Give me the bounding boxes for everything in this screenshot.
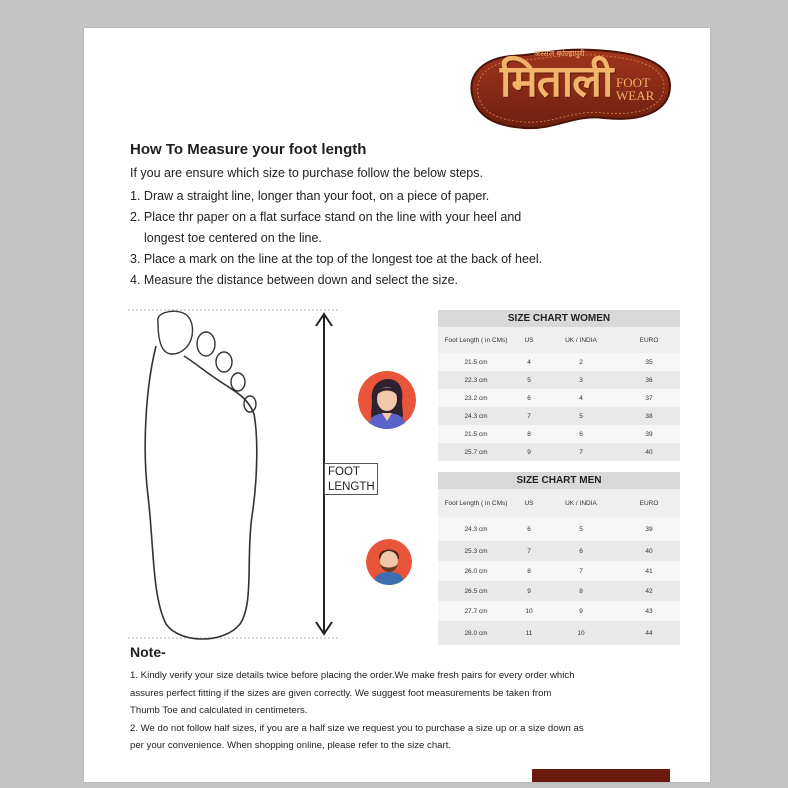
cell-us: 8 bbox=[527, 430, 531, 438]
cell-us: 5 bbox=[527, 376, 531, 384]
logo-tagline: अस्सल कोल्हापुरी bbox=[534, 49, 585, 58]
instructions-title: How To Measure your foot length bbox=[130, 141, 367, 158]
toe-3-icon bbox=[216, 352, 232, 372]
step-text-continued: longest toe centered on the line. bbox=[144, 231, 322, 245]
cell-euro: 43 bbox=[645, 607, 653, 615]
table-row bbox=[438, 517, 680, 541]
cell-euro: 36 bbox=[645, 376, 653, 384]
instructions-intro: If you are ensure which size to purchase follow the below steps. bbox=[130, 166, 483, 180]
cell-euro: 41 bbox=[645, 567, 653, 575]
toe-4-icon bbox=[231, 373, 245, 391]
cell-us: 10 bbox=[525, 607, 533, 615]
women-table-header bbox=[438, 327, 680, 353]
cell-uk-india: 3 bbox=[579, 376, 583, 384]
cell-us: 11 bbox=[525, 629, 533, 637]
note-line: 2. We do not follow half sizes, if you are a half size we request you to purchase a size up or a size down as bbox=[130, 722, 584, 734]
foot-length-label-line1: FOOT bbox=[328, 466, 360, 478]
cell-uk-india: 6 bbox=[579, 430, 583, 438]
table-row bbox=[438, 601, 680, 621]
big-toe-icon bbox=[158, 311, 193, 354]
step-number: 2. bbox=[130, 210, 141, 224]
instruction-step bbox=[130, 186, 670, 207]
women-size-chart bbox=[438, 310, 680, 461]
logo-brand-name: मिताली bbox=[500, 56, 613, 107]
man-avatar-icon bbox=[366, 539, 412, 585]
note-line: per your convenience. When shopping online, please refer to the size chart. bbox=[130, 740, 452, 751]
cell-foot-length: 26.0 cm bbox=[464, 567, 488, 575]
step-text: Draw a straight line, longer than your foot, on a piece of paper. bbox=[143, 189, 490, 203]
women-size-chart-title: SIZE CHART WOMEN bbox=[438, 310, 680, 327]
cell-euro: 40 bbox=[645, 448, 653, 456]
cell-foot-length: 26.5 cm bbox=[464, 587, 488, 595]
cell-uk-india: 8 bbox=[579, 587, 583, 595]
cell-us: 9 bbox=[527, 448, 531, 456]
cell-foot-length: 24.3 cm bbox=[464, 525, 488, 533]
logo-foot-wear: FOOT WEAR bbox=[616, 75, 655, 103]
note-line: Thumb Toe and calculated in centimeters. bbox=[130, 705, 308, 716]
table-row bbox=[438, 621, 680, 645]
footer-accent-bar bbox=[532, 769, 670, 782]
cell-foot-length: 21.5 cm bbox=[464, 430, 488, 438]
cell-foot-length: 25.7 cm bbox=[464, 448, 488, 456]
cell-euro: 39 bbox=[645, 430, 653, 438]
cell-uk-india: 7 bbox=[579, 448, 583, 456]
toe-5-icon bbox=[244, 396, 256, 412]
cell-foot-length: 23.2 cm bbox=[464, 394, 488, 402]
cell-us: 7 bbox=[527, 412, 531, 420]
table-row bbox=[438, 371, 680, 389]
cell-uk-india: 10 bbox=[577, 629, 585, 637]
men-table-header bbox=[438, 489, 680, 517]
header-us: US bbox=[524, 336, 534, 344]
cell-us: 7 bbox=[527, 547, 531, 555]
header-foot-length: Foot Length ( in CMs) bbox=[444, 336, 508, 344]
step-text: Place thr paper on a flat surface stand on the line with your heel and bbox=[143, 210, 522, 224]
cell-uk-india: 5 bbox=[579, 412, 583, 420]
table-row bbox=[438, 353, 680, 371]
cell-us: 4 bbox=[527, 358, 531, 366]
instruction-step bbox=[130, 249, 670, 270]
brand-logo bbox=[464, 42, 674, 132]
step-number: 3. bbox=[130, 252, 141, 266]
header-uk-india: UK / INDIA bbox=[565, 499, 597, 507]
cell-foot-length: 21.5 cm bbox=[464, 358, 488, 366]
note-line: 1. Kindly verify your size details twice before placing the order.We make fresh pairs for every order which bbox=[130, 670, 575, 681]
notes-section bbox=[130, 667, 650, 755]
step-number: 4. bbox=[130, 273, 141, 287]
foot-outline-diagram bbox=[128, 306, 338, 646]
instruction-steps bbox=[130, 186, 670, 291]
table-row bbox=[438, 561, 680, 581]
cell-euro: 42 bbox=[645, 587, 653, 595]
cell-euro: 37 bbox=[645, 394, 653, 402]
woman-avatar-icon bbox=[358, 371, 416, 429]
note-title: Note- bbox=[130, 644, 166, 660]
cell-foot-length: 24.3 cm bbox=[464, 412, 488, 420]
cell-foot-length: 28.0 cm bbox=[464, 629, 488, 637]
cell-foot-length: 27.7 cm bbox=[464, 607, 488, 615]
table-row bbox=[438, 407, 680, 425]
cell-uk-india: 2 bbox=[579, 358, 583, 366]
header-uk-india: UK / INDIA bbox=[565, 336, 597, 344]
size-guide-page bbox=[84, 28, 710, 782]
note-line: assures perfect fitting if the sizes are given correctly. We suggest foot measurements be taken from bbox=[130, 687, 552, 699]
cell-euro: 44 bbox=[645, 629, 653, 637]
foot-length-label-line2: LENGTH bbox=[328, 481, 375, 493]
cell-us: 9 bbox=[527, 587, 531, 595]
toe-2-icon bbox=[197, 332, 215, 356]
cell-foot-length: 25.3 cm bbox=[464, 547, 488, 555]
men-size-chart bbox=[438, 472, 680, 645]
step-text: Measure the distance between down and select the size. bbox=[143, 273, 459, 287]
cell-us: 6 bbox=[527, 525, 531, 533]
cell-uk-india: 7 bbox=[579, 567, 583, 575]
header-euro: EURO bbox=[639, 499, 659, 507]
table-row bbox=[438, 443, 680, 461]
header-us: US bbox=[524, 499, 534, 507]
instruction-step bbox=[130, 207, 670, 249]
cell-uk-india: 5 bbox=[579, 525, 583, 533]
foot-length-label bbox=[324, 463, 378, 495]
men-size-chart-title: SIZE CHART MEN bbox=[438, 472, 680, 489]
cell-uk-india: 9 bbox=[579, 607, 583, 615]
cell-us: 8 bbox=[527, 567, 531, 575]
cell-us: 6 bbox=[527, 394, 531, 402]
step-text: Place a mark on the line at the top of the longest toe at the back of heel. bbox=[143, 252, 543, 266]
step-number: 1. bbox=[130, 189, 141, 203]
instruction-step bbox=[130, 270, 670, 291]
cell-euro: 40 bbox=[645, 547, 653, 555]
cell-euro: 38 bbox=[645, 412, 653, 420]
cell-uk-india: 6 bbox=[579, 547, 583, 555]
table-row bbox=[438, 581, 680, 601]
cell-uk-india: 4 bbox=[579, 394, 583, 402]
table-row bbox=[438, 389, 680, 407]
table-row bbox=[438, 541, 680, 561]
cell-foot-length: 22.3 cm bbox=[464, 376, 488, 384]
cell-euro: 35 bbox=[645, 358, 653, 366]
cell-euro: 39 bbox=[645, 525, 653, 533]
header-foot-length: Foot Length ( in CMs) bbox=[444, 499, 508, 507]
header-euro: EURO bbox=[639, 336, 659, 344]
table-row bbox=[438, 425, 680, 443]
